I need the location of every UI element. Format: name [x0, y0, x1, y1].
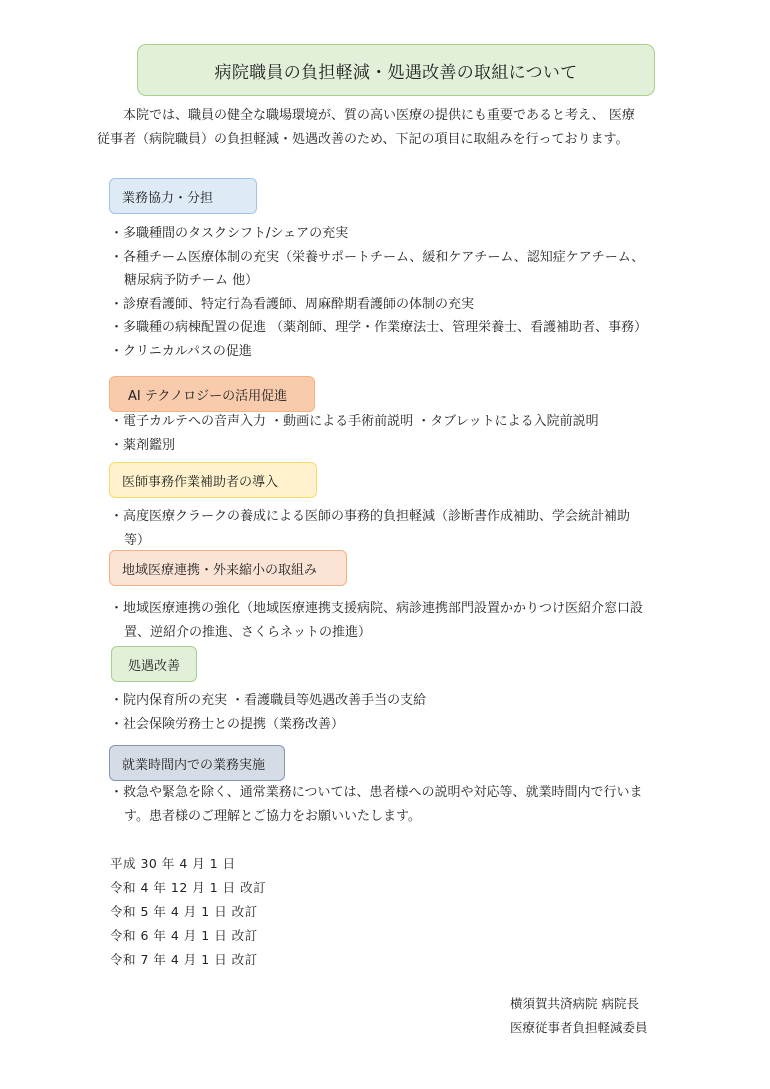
- section-label-ai-technology: AI テクノロジーの活用促進: [109, 376, 315, 412]
- intro-paragraph: [97, 104, 662, 152]
- list-item: ・社会保険労務士との提携（業務改善）: [110, 716, 345, 732]
- list-item: ・各種チーム医療体制の充実（栄養サポートチーム、緩和ケアチーム、認知症ケアチーム、: [110, 249, 645, 265]
- document-title: 病院職員の負担軽減・処遇改善の取組について: [137, 44, 655, 96]
- signature-block: [510, 992, 648, 1040]
- list-item: ・電子カルテへの音声入力 ・動画による手術前説明 ・タブレットによる入院前説明: [110, 414, 599, 429]
- revision-date: 令和 6 年 4 月 1 日 改訂: [110, 928, 258, 943]
- section-list-treatment-improvement: [110, 689, 666, 736]
- section-list-medical-clerk: [110, 505, 666, 552]
- section-label-task-sharing: 業務協力・分担: [109, 178, 257, 214]
- list-item-continuation: す。患者様のご理解とご協力をお願いいたします。: [124, 808, 421, 824]
- intro-line: 本院では、職員の健全な職場環境が、質の高い医療の提供にも重要であると考え、 医療: [123, 108, 635, 123]
- list-item-continuation: 糖尿病予防チーム 他）: [124, 273, 259, 288]
- list-item: ・クリニカルパスの促進: [110, 343, 252, 359]
- revision-date: 令和 7 年 4 月 1 日 改訂: [110, 952, 258, 967]
- list-item: ・薬剤鑑別: [110, 437, 176, 453]
- list-item: ・地域医療連携の強化（地域医療連携支援病院、病診連携部門設置かかりつけ医紹介窓口設: [110, 601, 644, 616]
- intro-line: 従事者（病院職員）の負担軽減・処遇改善のため、下記の項目に取組みを行っております。: [97, 132, 629, 147]
- section-label-regional-cooperation: 地域医療連携・外来縮小の取組み: [109, 550, 347, 586]
- revision-date: 令和 5 年 4 月 1 日 改訂: [110, 904, 258, 919]
- revision-date: 令和 4 年 12 月 1 日 改訂: [110, 880, 267, 895]
- list-item-continuation: 等）: [124, 532, 151, 548]
- signature-line: 医療従事者負担軽減委員: [510, 1020, 648, 1035]
- revision-dates: [110, 852, 266, 972]
- list-item-continuation: 置、逆紹介の推進、さくらネットの推進）: [124, 624, 372, 640]
- list-item: ・院内保育所の充実 ・看護職員等処遇改善手当の支給: [110, 693, 427, 708]
- section-list-regional-cooperation: [110, 597, 666, 644]
- section-label-working-hours: 就業時間内での業務実施: [109, 745, 285, 781]
- list-item: ・多職種の病棟配置の促進 （薬剤師、理学・作業療法士、管理栄養士、看護補助者、事務）: [110, 320, 648, 335]
- list-item: ・高度医療クラークの養成による医師の事務的負担軽減（診断書作成補助、学会統計補助: [110, 509, 631, 524]
- revision-date: 平成 30 年 4 月 1 日: [110, 856, 236, 871]
- signature-line: 横須賀共済病院 病院長: [510, 996, 639, 1011]
- list-item: ・診療看護師、特定行為看護師、周麻酔期看護師の体制の充実: [110, 296, 475, 312]
- section-list-task-sharing: [110, 222, 666, 363]
- section-list-ai-technology: [110, 410, 666, 457]
- section-label-treatment-improvement: 処遇改善: [111, 646, 197, 682]
- list-item: ・多職種間のタスクシフト/シェアの充実: [110, 226, 349, 241]
- list-item: ・救急や緊急を除く、通常業務については、患者様への説明や対応等、就業時間内で行いま: [110, 785, 643, 800]
- section-list-working-hours: [110, 781, 666, 828]
- section-label-medical-clerk: 医師事務作業補助者の導入: [109, 462, 317, 498]
